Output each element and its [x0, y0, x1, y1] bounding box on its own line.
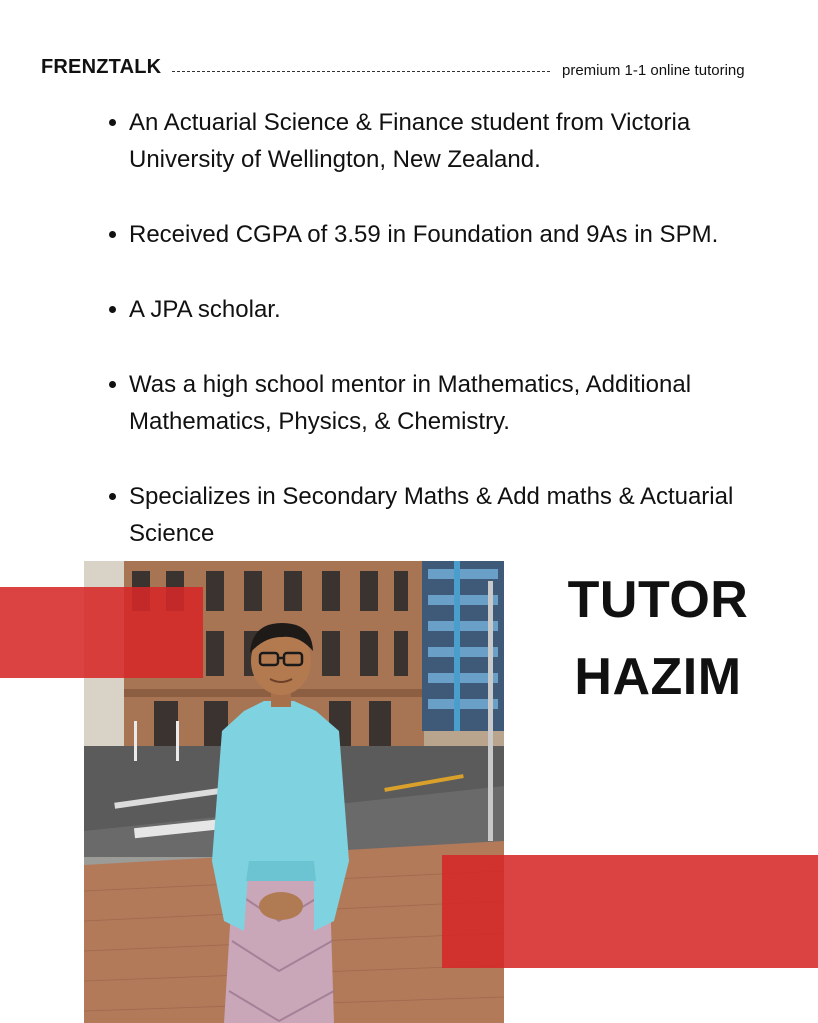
- qualification-list: [102, 104, 742, 590]
- accent-block-right: [442, 855, 818, 968]
- tutor-name-heading: [560, 562, 756, 716]
- bullet-icon: [109, 119, 116, 126]
- bullet-icon: [109, 231, 116, 238]
- list-item-text: Received CGPA of 3.59 in Foundation and 9As in SPM.: [129, 221, 719, 248]
- accent-block-left: [0, 587, 203, 678]
- bullet-icon: [109, 306, 116, 313]
- bullet-icon: [109, 493, 116, 500]
- list-item: [102, 291, 742, 328]
- list-item: [102, 478, 742, 552]
- list-item: [102, 216, 742, 253]
- list-item-text: A JPA scholar.: [129, 296, 281, 323]
- tagline: premium 1-1 online tutoring: [562, 62, 745, 79]
- bullet-icon: [109, 381, 116, 388]
- list-item: [102, 366, 742, 440]
- header-divider: [172, 71, 550, 72]
- list-item-text: Was a high school mentor in Mathematics, Additional Mathematics, Physics, & Chemistry.: [129, 371, 692, 435]
- list-item: [102, 104, 742, 178]
- brand-name: FRENZTALK: [41, 56, 162, 78]
- tutor-title-line-2: HAZIM: [574, 648, 742, 706]
- tutor-title-line-1: TUTOR: [567, 571, 749, 629]
- list-item-text: Specializes in Secondary Maths & Add maths & Actuarial Science: [129, 483, 734, 547]
- list-item-text: An Actuarial Science & Finance student from Victoria University of Wellington, New Zealand.: [129, 109, 691, 173]
